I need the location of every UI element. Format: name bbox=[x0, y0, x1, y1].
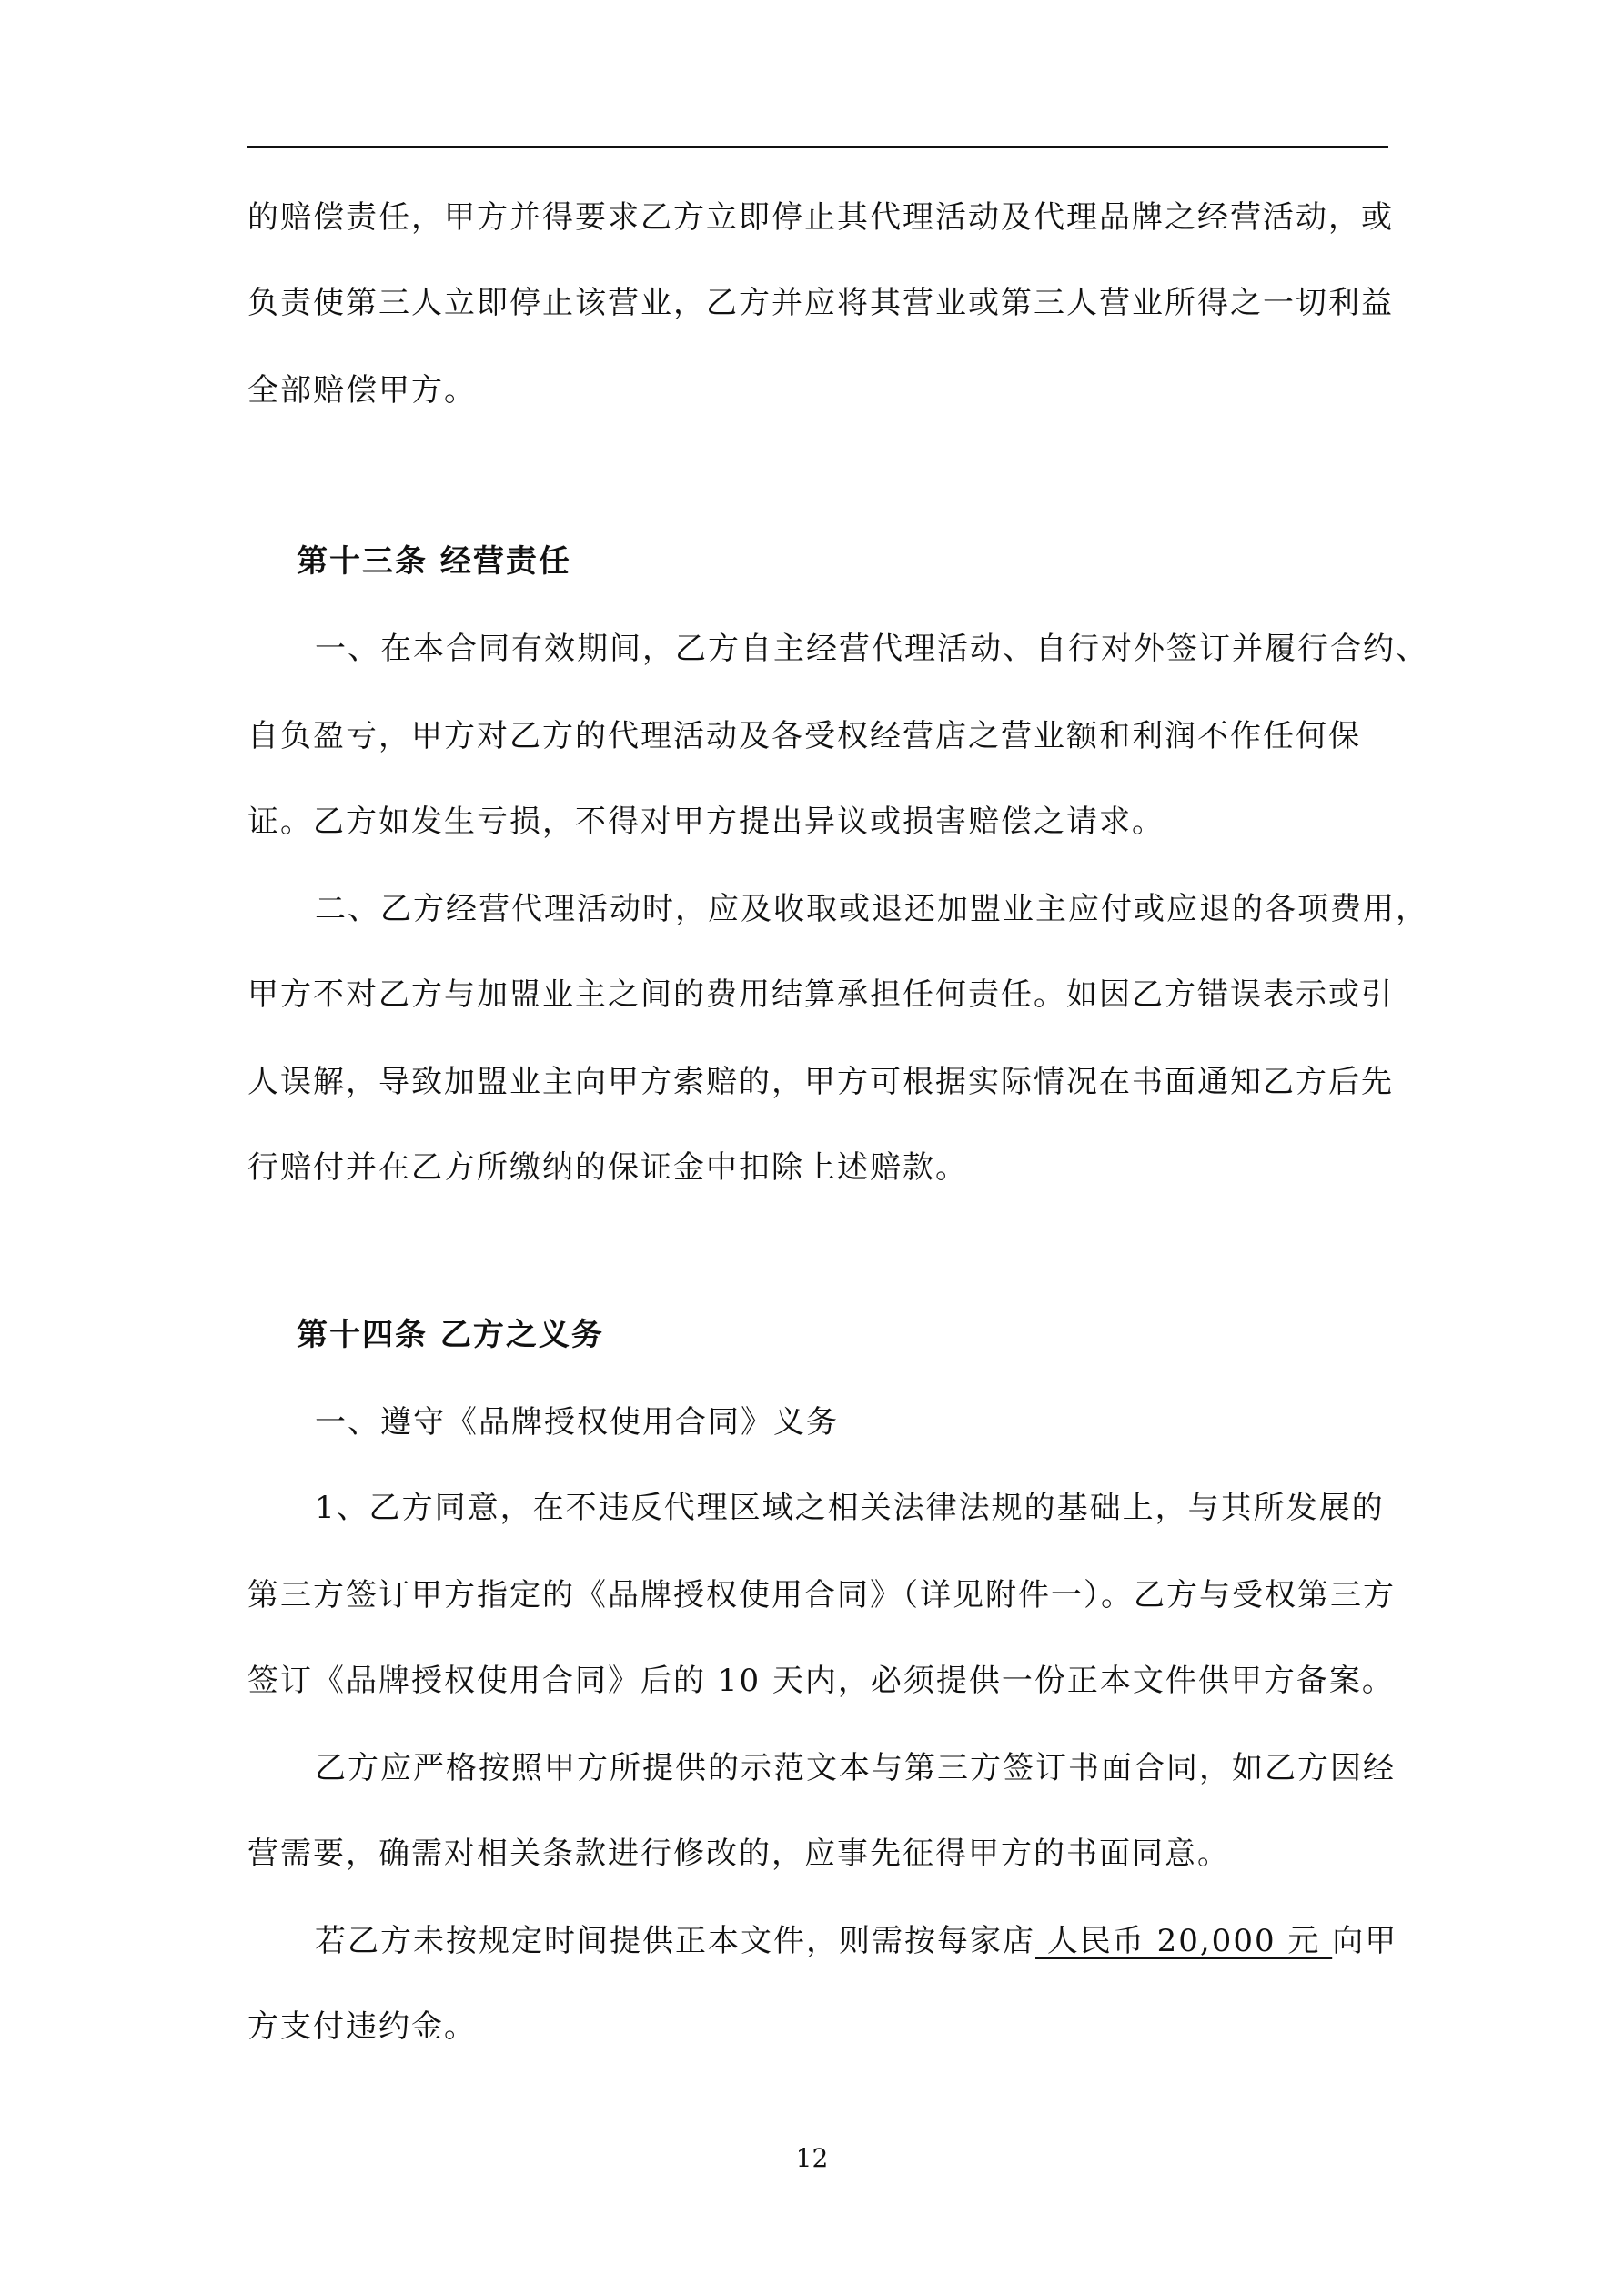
text-line: 负责使第三人立即停止该营业，乙方并应将其营业或第三人营业所得之一切利益 bbox=[247, 285, 1394, 321]
text-line: 的赔偿责任，甲方并得要求乙方立即停止其代理活动及代理品牌之经营活动，或 bbox=[247, 199, 1394, 236]
text-line: 方支付违约金。 bbox=[247, 2008, 477, 2045]
text-line: 乙方应严格按照甲方所提供的示范文本与第三方签订书面合同，如乙方因经 bbox=[315, 1750, 1396, 1786]
section-heading-14: 第十四条 乙方之义务 bbox=[297, 1317, 604, 1353]
text-line: 全部赔偿甲方。 bbox=[247, 372, 477, 409]
text-line-penalty bbox=[315, 1922, 1397, 1960]
text-line: 一、在本合同有效期间，乙方自主经营代理活动、自行对外签订并履行合约、 bbox=[315, 631, 1428, 667]
penalty-amount: 人民币 20,000 元 bbox=[1035, 1923, 1333, 1959]
text-line: 1、乙方同意，在不违反代理区域之相关法律法规的基础上，与其所发展的 bbox=[315, 1490, 1385, 1526]
text-line: 第三方签订甲方指定的《品牌授权使用合同》（详见附件一）。乙方与受权第三方 bbox=[247, 1577, 1396, 1613]
text-line: 二、乙方经营代理活动时，应及收取或退还加盟业主应付或应退的各项费用， bbox=[315, 891, 1428, 927]
header-rule bbox=[247, 146, 1388, 148]
text-line: 签订《品牌授权使用合同》后的 10 天内，必须提供一份正本文件供甲方备案。 bbox=[247, 1663, 1395, 1699]
penalty-text-end: 向甲 bbox=[1332, 1923, 1398, 1959]
penalty-text-start: 若乙方未按规定时间提供正本文件，则需按每家店 bbox=[315, 1923, 1035, 1959]
text-line: 一、遵守《品牌授权使用合同》义务 bbox=[315, 1404, 839, 1441]
text-line: 甲方不对乙方与加盟业主之间的费用结算承担任何责任。如因乙方错误表示或引 bbox=[247, 976, 1394, 1013]
page-number: 12 bbox=[795, 2143, 829, 2173]
text-line: 人误解，导致加盟业主向甲方索赔的，甲方可根据实际情况在书面通知乙方后先 bbox=[247, 1064, 1394, 1100]
text-line: 自负盈亏，甲方对乙方的代理活动及各受权经营店之营业额和利润不作任何保 bbox=[247, 718, 1361, 754]
text-line: 行赔付并在乙方所缴纳的保证金中扣除上述赔款。 bbox=[247, 1149, 968, 1186]
text-line: 证。乙方如发生亏损，不得对甲方提出异议或损害赔偿之请求。 bbox=[247, 804, 1165, 840]
text-line: 营需要，确需对相关条款进行修改的，应事先征得甲方的书面同意。 bbox=[247, 1836, 1230, 1872]
section-heading-13: 第十三条 经营责任 bbox=[297, 543, 571, 580]
